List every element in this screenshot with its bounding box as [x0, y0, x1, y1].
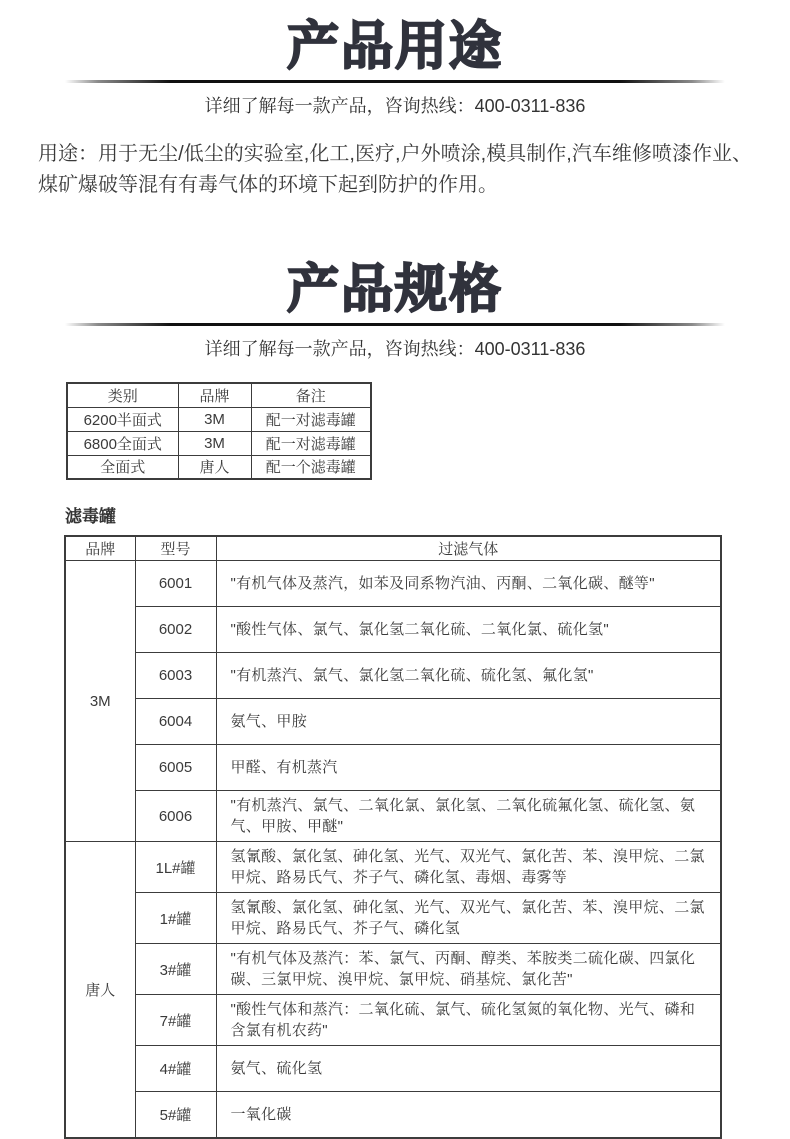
gases-cell: 氢氰酸、氯化氢、砷化氢、光气、双光气、氯化苦、苯、溴甲烷、二氯甲烷、路易氏气、芥子气、磷化氢、毒烟、毒雾等	[216, 842, 721, 893]
spec-hotline-subtitle: 详细了解每一款产品，咨询热线：400-0311-836	[204, 339, 586, 359]
filter-row	[65, 1092, 721, 1138]
spec-header-category: 类别	[67, 383, 178, 407]
spec-section-header	[0, 243, 790, 361]
spec-cell-note: 配一个滤毒罐	[251, 455, 371, 479]
brand-cell-3m: 3M	[65, 561, 135, 842]
spec-header-brand: 品牌	[178, 383, 251, 407]
model-cell: 4#罐	[135, 1046, 216, 1092]
gases-cell: "酸性气体和蒸汽：二氧化硫、氯气、硫化氢氮的氧化物、光气、磷和含氯有机农药"	[216, 995, 721, 1046]
model-cell: 3#罐	[135, 944, 216, 995]
model-cell: 7#罐	[135, 995, 216, 1046]
filter-row	[65, 1046, 721, 1092]
usage-hotline-subtitle: 详细了解每一款产品，咨询热线：400-0311-836	[204, 96, 586, 116]
model-cell: 6005	[135, 745, 216, 791]
section-divider	[65, 80, 725, 83]
spec-table-row	[67, 407, 371, 431]
gases-cell: 氨气、甲胺	[216, 699, 721, 745]
spec-table-header-row	[67, 383, 371, 407]
gases-cell: "酸性气体、氯气、氯化氢二氧化硫、二氧化氯、硫化氢"	[216, 607, 721, 653]
spec-table	[66, 382, 372, 480]
spec-section-title: 产品规格	[286, 261, 503, 319]
model-cell: 1L#罐	[135, 842, 216, 893]
spec-cell-category: 6200半面式	[67, 407, 178, 431]
filter-row	[65, 842, 721, 893]
usage-section-header	[0, 0, 790, 118]
filter-row	[65, 995, 721, 1046]
filter-row	[65, 944, 721, 995]
filter-header-model: 型号	[135, 536, 216, 561]
filter-row	[65, 653, 721, 699]
gases-cell: "有机气体及蒸汽，如苯及同系物汽油、丙酮、二氧化碳、醚等"	[216, 561, 721, 607]
filter-row	[65, 699, 721, 745]
filter-header-brand: 品牌	[65, 536, 135, 561]
section-divider	[65, 323, 725, 326]
gases-cell: "有机气体及蒸汽：苯、氯气、丙酮、醇类、苯胺类二硫化碳、四氯化碳、三氯甲烷、溴甲烷、氯甲烷、硝基烷、氯化苦"	[216, 944, 721, 995]
model-cell: 6001	[135, 561, 216, 607]
spec-cell-category: 全面式	[67, 455, 178, 479]
usage-section-title: 产品用途	[286, 18, 503, 76]
filter-header-gases: 过滤气体	[216, 536, 721, 561]
brand-cell-tangren: 唐人	[65, 842, 135, 1138]
spec-cell-brand: 唐人	[178, 455, 251, 479]
spec-table-row	[67, 431, 371, 455]
spec-cell-brand: 3M	[178, 407, 251, 431]
filter-table-header-row	[65, 536, 721, 561]
spec-header-note: 备注	[251, 383, 371, 407]
filter-row	[65, 791, 721, 842]
gases-cell: 一氧化碳	[216, 1092, 721, 1138]
model-cell: 5#罐	[135, 1092, 216, 1138]
filter-row	[65, 607, 721, 653]
gases-cell: 甲醛、有机蒸汽	[216, 745, 721, 791]
usage-paragraph: 用途：用于无尘/低尘的实验室,化工,医疗,户外喷涂,模具制作,汽车维修喷漆作业、煤矿爆破等混有有毒气体的环境下起到防护的作用。	[38, 143, 752, 196]
gases-cell: "有机蒸汽、氯气、氯化氢二氧化硫、硫化氢、氟化氢"	[216, 653, 721, 699]
gases-cell: "有机蒸汽、氯气、二氧化氯、氯化氢、二氧化硫氟化氢、硫化氢、氨气、甲胺、甲醚"	[216, 791, 721, 842]
gases-cell: 氢氰酸、氯化氢、砷化氢、光气、双光气、氯化苦、苯、溴甲烷、二氯甲烷、路易氏气、芥子气、磷化氢	[216, 893, 721, 944]
gases-cell: 氨气、硫化氢	[216, 1046, 721, 1092]
filter-row	[65, 893, 721, 944]
filter-cartridge-heading: 滤毒罐	[65, 507, 116, 526]
spec-cell-brand: 3M	[178, 431, 251, 455]
spec-table-row	[67, 455, 371, 479]
spec-cell-note: 配一对滤毒罐	[251, 431, 371, 455]
model-cell: 6003	[135, 653, 216, 699]
filter-row	[65, 745, 721, 791]
model-cell: 6002	[135, 607, 216, 653]
filter-row	[65, 561, 721, 607]
filter-cartridge-table	[64, 535, 722, 1139]
spec-cell-category: 6800全面式	[67, 431, 178, 455]
spec-cell-note: 配一对滤毒罐	[251, 407, 371, 431]
model-cell: 1#罐	[135, 893, 216, 944]
model-cell: 6006	[135, 791, 216, 842]
model-cell: 6004	[135, 699, 216, 745]
